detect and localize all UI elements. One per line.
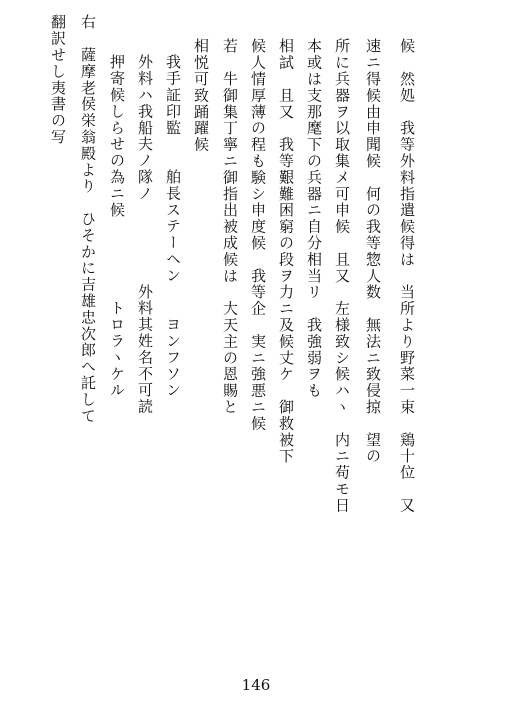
text-column-11: 押寄候しらせの為ニ候 トロラヽケル: [108, 54, 126, 399]
text-column-13: 翻訳せし夷書の写: [49, 14, 67, 146]
text-column-8: 相悦可致踊躍候: [192, 38, 210, 153]
text-column-12: 右 薩摩老侯栄翁殿より ひそかに吉雄忠次郎へ託して: [79, 14, 97, 424]
text-column-2: 速ニ得候由申聞候 何の我等惣人数 無法ニ致侵掠 望の: [364, 38, 382, 465]
page-number: 146: [241, 676, 271, 694]
text-column-1: 候 然処 我等外料指遣候得は 当所より野菜一束 鶏十位 又: [398, 38, 416, 514]
text-column-6: 候人情厚薄の程も験シ申度候 我等企 実ニ強悪ニ候: [249, 38, 267, 432]
text-column-10: 外料ハ我船夫ノ隊ノ 外料其姓名不可読: [136, 54, 154, 415]
text-column-3: 所に兵器ヲ以取集メ可申候 且又 左様致シ候ハヽ 内ニ苟モ日: [333, 38, 351, 514]
text-column-9: 我手証印監 舶長ステーヘン ヨンフソン: [164, 54, 182, 399]
text-column-5: 相試 且又 我等艱難困窮の段ヲ力ニ及候丈ケ 御救被下: [277, 38, 295, 465]
text-column-4: 本或は支那麾下の兵器ニ自分相当リ 我強弱ヲも: [305, 38, 323, 399]
text-column-7: 若 牛御集丁寧ニ御指出被成候は 大天主の恩賜と: [221, 38, 239, 416]
